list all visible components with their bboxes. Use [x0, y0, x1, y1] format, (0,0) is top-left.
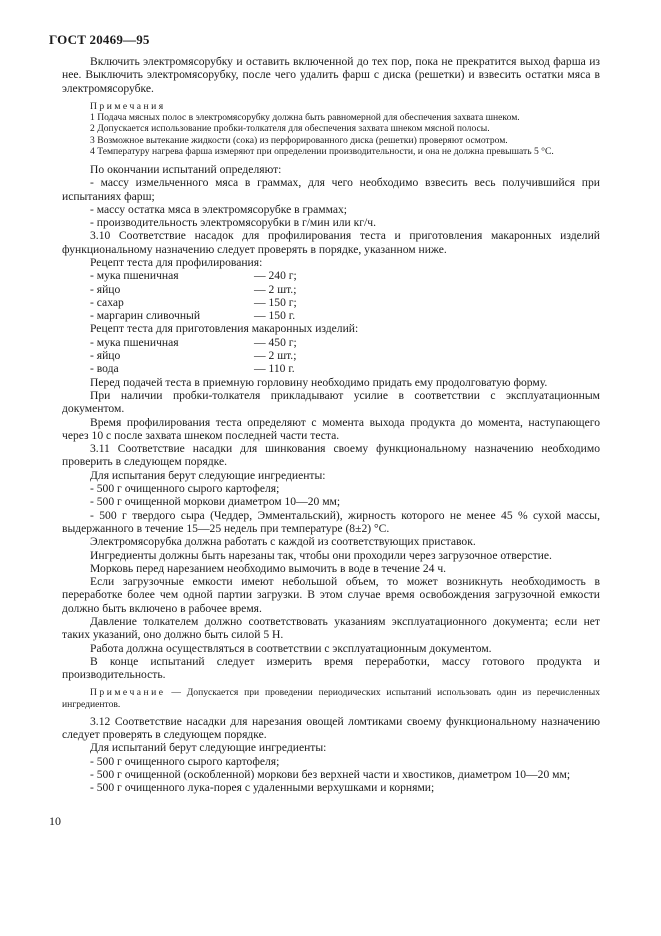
paragraph: Ингредиенты должны быть нарезаны так, чтобы они проходили через загрузочное отверстие.	[90, 548, 552, 562]
recipe-table	[62, 336, 600, 376]
recipe-row	[90, 283, 600, 296]
list-item: - 500 г твердого сыра (Чеддер, Эмментальский), жирность которого не менее 45 % сухой массы, выдержанного в течение 15—25 недель при температуре (8±2) °С.	[62, 508, 600, 535]
recipe-row	[90, 269, 600, 282]
recipe-table	[62, 269, 600, 322]
recipe-row	[90, 349, 600, 362]
paragraph: В конце испытаний следует измерить время переработки, массу готового продукта и производительность.	[62, 654, 600, 682]
recipe-amount: — 150 г;	[254, 295, 297, 309]
recipe-amount: — 150 г.	[254, 309, 296, 323]
page-body	[62, 55, 600, 795]
section-3-12: 3.12 Соответствие насадки для нарезания овощей ломтиками своему функциональному назначению следует проверять в следующем порядке.	[62, 714, 600, 742]
paragraph: Для испытаний берут следующие ингредиенты:	[90, 741, 327, 755]
paragraph-after-tests: По окончании испытаний определяют:	[90, 162, 282, 176]
recipe-row	[90, 309, 600, 322]
recipe-title: Рецепт теста для приготовления макаронных изделий:	[90, 322, 359, 336]
recipe-amount: — 450 г;	[254, 335, 297, 349]
recipe-ingredient: - яйцо	[90, 349, 121, 363]
recipe-title: Рецепт теста для профилирования:	[90, 255, 263, 269]
paragraph: Перед подачей теста в приемную горловину необходимо придать ему продолговатую форму.	[90, 375, 548, 389]
list-item: - 500 г очищенного лука-порея с удаленными верхушками и корнями;	[90, 781, 435, 795]
recipe-amount: — 240 г;	[254, 269, 297, 283]
paragraph-intro: Включить электромясорубку и оставить включенной до тех пор, пока не прекратится выход фарша из нее. Выключить электромясорубку, после чего удалить фарш с диска (решетки) и взвесить остатки мяса в электромясорубке.	[62, 55, 600, 95]
paragraph: Электромясорубка должна работать с каждой из соответствующих приставок.	[90, 535, 476, 549]
list-item: - массу остатка мяса в электромясорубке в граммах;	[90, 202, 347, 216]
recipe-amount: — 110 г.	[254, 362, 295, 376]
paragraph: При наличии пробки-толкателя прикладывают усилие в соответствии с эксплуатационным документом.	[62, 388, 600, 416]
list-item: - массу измельченного мяса в граммах, для чего необходимо взвесить весь получившийся при испытаниях фарш;	[62, 176, 600, 203]
note-item: 2 Допускается использование пробки-толкателя для обеспечения захвата шнеком мясной полосы.	[90, 123, 490, 135]
recipe-ingredient: - яйцо	[90, 282, 121, 296]
note-item: 1 Подача мясных полос в электромясорубку должна быть равномерной для обеспечения захвата шнеком.	[90, 112, 520, 124]
paragraph: Время профилирования теста определяют с момента выхода продукта до момента, наступающего через 10 с после захвата шнеком последней части теста.	[62, 415, 600, 442]
paragraph: Работа должна осуществляться в соответствии с эксплуатационным документом.	[90, 641, 492, 655]
recipe-row	[90, 362, 600, 375]
paragraph: Для испытания берут следующие ингредиенты:	[90, 468, 326, 482]
standard-header: ГОСТ 20469—95	[49, 32, 150, 47]
note-item: 3 Возможное вытекание жидкости (сока) из перфорированного диска (решетки) проверяют осмотром.	[90, 134, 508, 146]
section-3-11: 3.11 Соответствие насадки для шинкования своему функциональному назначению необходимо проверить в следующем порядке.	[62, 442, 600, 469]
paragraph: Давление толкателем должно соответствовать указаниям эксплуатационного документа; если нет таких указаний, оно должно быть силой 5 Н.	[62, 615, 600, 642]
recipe-ingredient: - сахар	[90, 295, 124, 309]
recipe-ingredient: - вода	[90, 362, 119, 376]
recipe-row	[90, 296, 600, 309]
notes-block	[62, 101, 600, 157]
paragraph: Морковь перед нарезанием необходимо вымочить в воде в течение 24 ч.	[90, 561, 447, 575]
list-item: - 500 г очищенного сырого картофеля;	[90, 482, 280, 496]
paragraph: Если загрузочные емкости имеют небольшой объем, то может возникнуть необходимость в переработке более чем одной партии загрузки. В этом случае время освобождения загрузочной емкости должно быть включено в рабочее время.	[62, 575, 600, 615]
list-item: - 500 г очищенной (оскобленной) моркови без верхней части и хвостиков, диаметром 10—20 мм;	[90, 768, 571, 782]
notes-heading: Примечания	[90, 100, 166, 112]
recipe-amount: — 2 шт.;	[254, 282, 297, 296]
recipe-amount: — 2 шт.;	[254, 349, 297, 363]
recipe-ingredient: - мука пшеничная	[90, 269, 179, 283]
note-item: 4 Температуру нагрева фарша измеряют при определении производительности, и она не должна превышать 5 °С.	[90, 145, 554, 157]
recipe-ingredient: - мука пшеничная	[90, 335, 179, 349]
list-item: - производительность электромясорубки в г/мин или кг/ч.	[90, 216, 376, 230]
note-label: Примечание	[90, 687, 166, 699]
note-text: — Допускается при проведении периодических испытаний использовать один из перечисленных ингредиентов.	[62, 687, 600, 710]
section-3-10: 3.10 Соответствие насадок для профилирования теста и приготовления макаронных изделий функциональному назначению следует проверять в порядке, указанном ниже.	[62, 229, 600, 256]
note-block	[62, 687, 600, 709]
list-item: - 500 г очищенного сырого картофеля;	[90, 754, 280, 768]
page-number: 10	[49, 814, 61, 828]
recipe-row	[90, 336, 600, 349]
recipe-ingredient: - маргарин сливочный	[90, 309, 201, 323]
list-item: - 500 г очищенной моркови диаметром 10—20 мм;	[90, 495, 341, 509]
